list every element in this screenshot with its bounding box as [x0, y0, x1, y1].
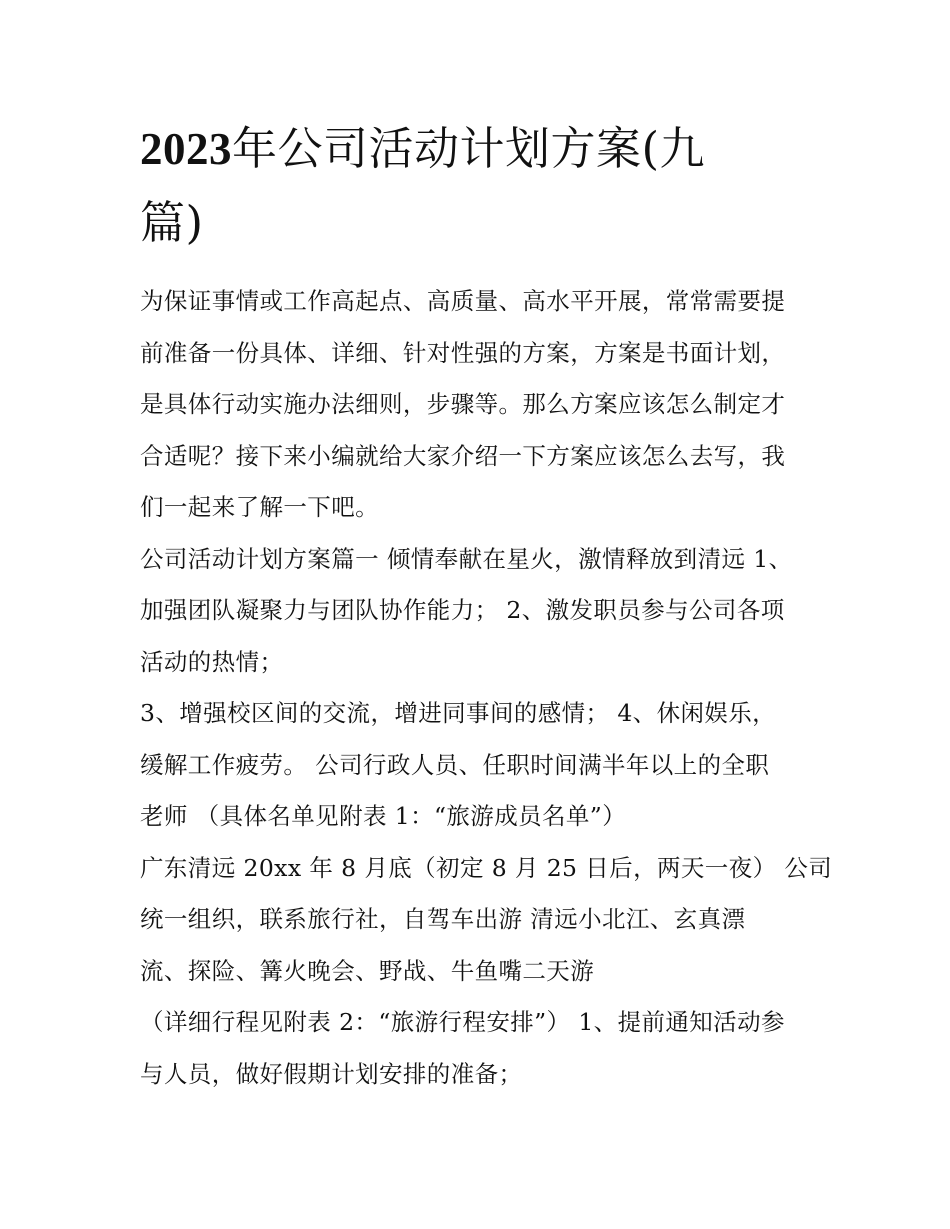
paragraph-line: 为保证事情或工作高起点、高质量、高水平开展，常常需要提: [140, 287, 786, 315]
paragraph-line: 合适呢？接下来小编就给大家介绍一下方案应该怎么去写，我: [140, 441, 786, 470]
paragraph-line: 统一组织，联系旅行社，自驾车出游 清远小北江、玄真漂: [140, 905, 746, 933]
paragraph-line: 老师 （具体名单见附表 1：“旅游成员名单”）: [140, 802, 627, 830]
paragraph-line: 缓解工作疲劳。 公司行政人员、任职时间满半年以上的全职: [140, 750, 770, 779]
paragraph-line: 活动的热情；: [140, 647, 284, 676]
title-text-line1: 年公司活动计划方案(九: [232, 122, 706, 175]
document-title: [140, 112, 800, 260]
paragraph-line: 3、增强校区间的交流，增进同事间的感情； 4、休闲娱乐，: [140, 699, 777, 727]
paragraph-line: 是具体行动实施办法细则，步骤等。那么方案应该怎么制定才: [140, 390, 786, 418]
paragraph-line: （详细行程见附表 2：“旅游行程安排”） 1、提前通知活动参: [140, 1008, 785, 1036]
paragraph-line: 广东清远 20xx 年 8 月底（初定 8 月 25 日后，两天一夜） 公司: [140, 853, 833, 882]
paragraph-line: 流、探险、篝火晚会、野战、牛鱼嘴二天游: [140, 956, 595, 985]
paragraph-line: 与人员，做好假期计划安排的准备；: [140, 1059, 523, 1088]
document-body: [140, 276, 833, 1100]
paragraph-line: 公司活动计划方案篇一 倾情奉献在星火，激情释放到清远 1、: [140, 544, 793, 573]
paragraph-line: 们一起来了解一下吧。: [140, 493, 379, 521]
paragraph-line: 前准备一份具体、详细、针对性强的方案，方案是书面计划，: [140, 338, 786, 367]
title-text-line2: 篇): [140, 196, 204, 249]
paragraph-line: 加强团队凝聚力与团队协作能力； 2、激发职员参与公司各项: [140, 596, 785, 624]
title-year: 2023: [140, 124, 232, 174]
